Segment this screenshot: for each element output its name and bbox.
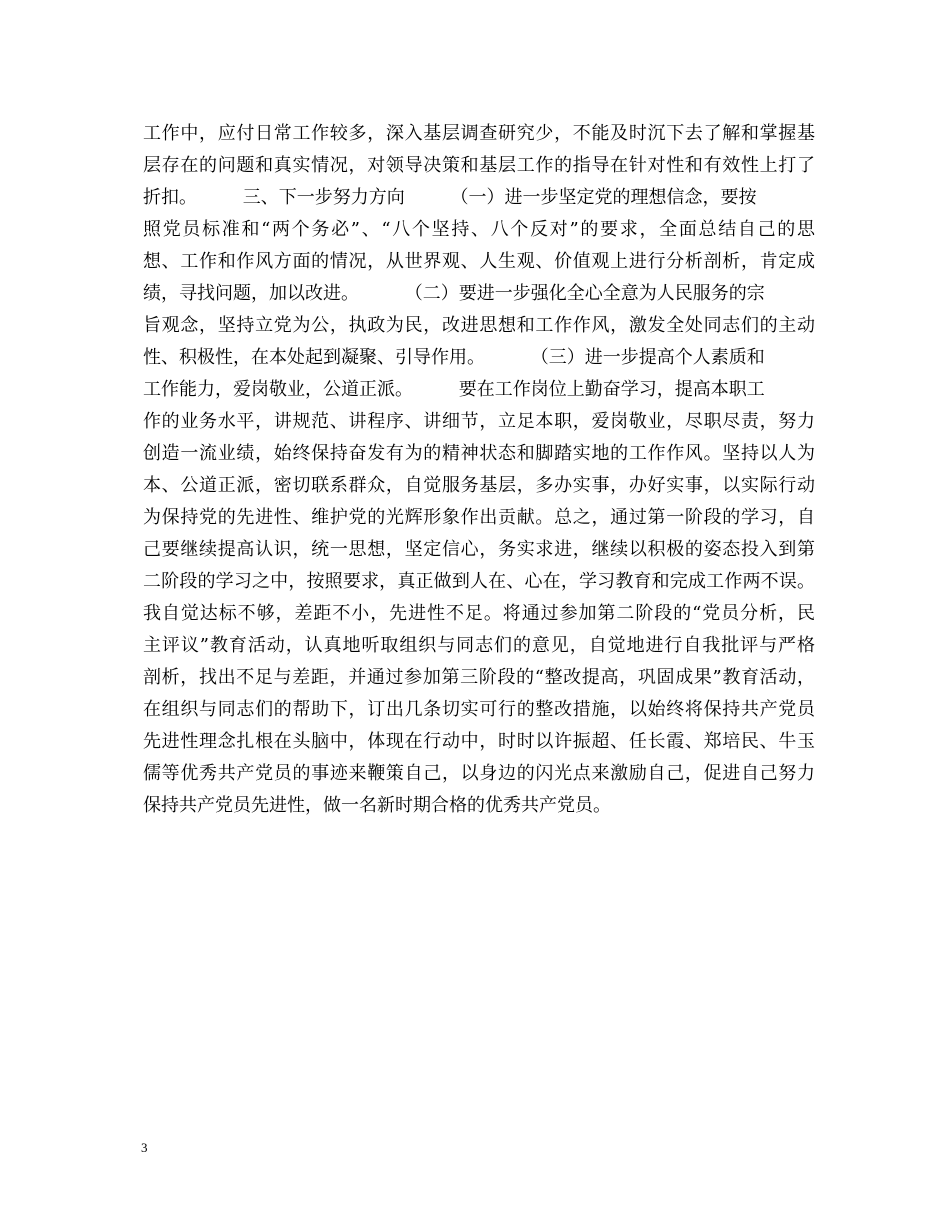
text-line-4: 照党员标准和“两个务必”、“八个坚持、八个反对”的要求，全面总结自己的思 [143, 219, 815, 240]
text-line-11: 创造一流业绩，始终保持奋发有为的精神状态和脚踏实地的工作作风。坚持以人为 [143, 443, 815, 464]
text-line-21: 儒等优秀共产党员的事迹来鞭策自己，以身边的闪光点来激励自己，促进自己努力 [143, 763, 815, 784]
text-line-9: 工作能力，爱岗敬业，公道正派。 要在工作岗位上勤奋学习，提高本职工 [143, 379, 765, 400]
text-line-13: 为保持党的先进性、维护党的光辉形象作出贡献。总之，通过第一阶段的学习，自 [143, 507, 815, 528]
text-line-1: 工作中，应付日常工作较多，深入基层调查研究少，不能及时沉下去了解和掌握基 [143, 123, 815, 144]
text-line-8: 性、积极性，在本处起到凝聚、引导作用。 （三）进一步提高个人素质和 [143, 347, 765, 368]
body-text [143, 118, 815, 822]
text-line-12: 本、公道正派，密切联系群众，自觉服务基层，多办实事，办好实事，以实际行动 [143, 475, 815, 496]
text-line-14: 己要继续提高认识，统一思想，坚定信心，务实求进，继续以积极的姿态投入到第 [143, 539, 815, 560]
text-line-20: 先进性理念扎根在头脑中，体现在行动中，时时以许振超、任长霞、郑培民、牛玉 [143, 731, 815, 752]
text-line-3: 折扣。 三、下一步努力方向 （一）进一步坚定党的理想信念，要按 [143, 187, 757, 208]
text-line-15: 二阶段的学习之中，按照要求，真正做到人在、心在，学习教育和完成工作两不误。 [143, 571, 815, 592]
text-line-7: 旨观念，坚持立党为公，执政为民，改进思想和工作作风，激发全处同志们的主动 [143, 315, 815, 336]
text-line-2: 层存在的问题和真实情况，对领导决策和基层工作的指导在针对性和有效性上打了 [143, 155, 815, 176]
text-line-10: 作的业务水平，讲规范、讲程序、讲细节，立足本职，爱岗敬业，尽职尽责，努力 [143, 411, 815, 432]
text-line-18: 剖析，找出不足与差距，并通过参加第三阶段的“整改提高，巩固成果”教育活动， [143, 667, 815, 688]
text-line-6: 绩，寻找问题，加以改进。 （二）要进一步强化全心全意为人民服务的宗 [143, 283, 765, 304]
text-line-17: 主评议”教育活动，认真地听取组织与同志们的意见，自觉地进行自我批评与严格 [143, 635, 815, 656]
text-line-19: 在组织与同志们的帮助下，订出几条切实可行的整改措施，以始终将保持共产党员 [143, 699, 815, 720]
page-number: 3 [141, 1140, 148, 1155]
text-line-22: 保持共产党员先进性，做一名新时期合格的优秀共产党员。 [143, 795, 611, 816]
text-line-16: 我自觉达标不够，差距不小，先进性不足。将通过参加第二阶段的“党员分析，民 [143, 603, 815, 624]
text-line-5: 想、工作和作风方面的情况，从世界观、人生观、价值观上进行分析剖析，肯定成 [143, 251, 815, 272]
